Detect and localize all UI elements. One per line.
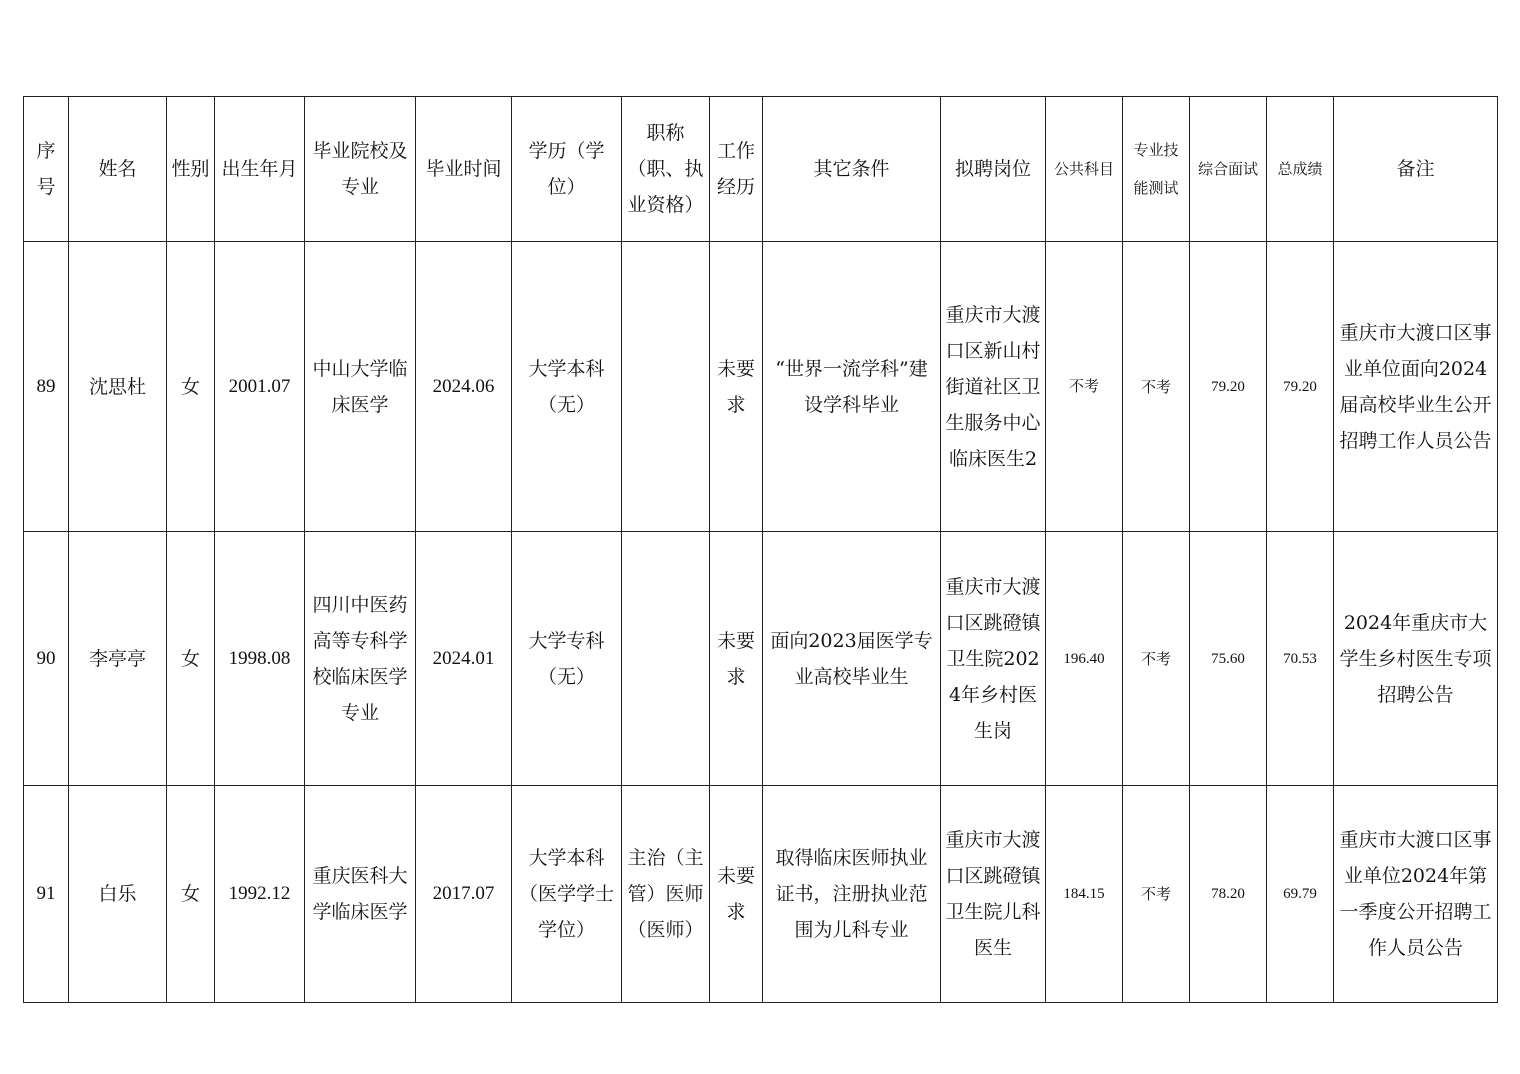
cell-seq: 91 — [24, 786, 69, 1003]
cell-gender: 女 — [167, 532, 215, 786]
table-row — [24, 532, 1498, 786]
cell-name: 沈思杜 — [69, 242, 167, 532]
cell-total: 70.53 — [1267, 532, 1334, 786]
table-row — [24, 786, 1498, 1003]
cell-other: “世界一流学科”建设学科毕业 — [763, 242, 941, 532]
cell-skill: 不考 — [1123, 786, 1190, 1003]
cell-seq: 90 — [24, 532, 69, 786]
cell-public: 184.15 — [1046, 786, 1123, 1003]
cell-school: 重庆医科大学临床医学 — [305, 786, 416, 1003]
header-grad-time: 毕业时间 — [416, 97, 512, 242]
cell-other: 面向2023届医学专业高校毕业生 — [763, 532, 941, 786]
cell-grad-time: 2024.06 — [416, 242, 512, 532]
header-birth: 出生年月 — [215, 97, 305, 242]
cell-title — [622, 532, 710, 786]
cell-remark: 重庆市大渡口区事业单位面向2024届高校毕业生公开招聘工作人员公告 — [1334, 242, 1498, 532]
cell-post: 重庆市大渡口区跳磴镇卫生院儿科医生 — [941, 786, 1046, 1003]
cell-interview: 78.20 — [1190, 786, 1267, 1003]
cell-total: 69.79 — [1267, 786, 1334, 1003]
cell-gender: 女 — [167, 786, 215, 1003]
cell-degree: 大学本科（医学学士学位） — [512, 786, 622, 1003]
cell-remark: 2024年重庆市大学生乡村医生专项招聘公告 — [1334, 532, 1498, 786]
cell-birth: 1998.08 — [215, 532, 305, 786]
cell-post: 重庆市大渡口区新山村街道社区卫生服务中心临床医生2 — [941, 242, 1046, 532]
cell-birth: 2001.07 — [215, 242, 305, 532]
cell-interview: 79.20 — [1190, 242, 1267, 532]
header-public: 公共科目 — [1046, 97, 1123, 242]
cell-total: 79.20 — [1267, 242, 1334, 532]
cell-birth: 1992.12 — [215, 786, 305, 1003]
cell-name: 李亭亭 — [69, 532, 167, 786]
header-gender: 性别 — [167, 97, 215, 242]
header-title: 职称（职、执业资格） — [622, 97, 710, 242]
header-interview: 综合面试 — [1190, 97, 1267, 242]
table-row — [24, 242, 1498, 532]
cell-public: 196.40 — [1046, 532, 1123, 786]
personnel-table — [23, 96, 1498, 1003]
cell-other: 取得临床医师执业证书，注册执业范围为儿科专业 — [763, 786, 941, 1003]
cell-skill: 不考 — [1123, 242, 1190, 532]
cell-work: 未要求 — [710, 786, 763, 1003]
cell-degree: 大学本科（无） — [512, 242, 622, 532]
cell-work: 未要求 — [710, 242, 763, 532]
cell-interview: 75.60 — [1190, 532, 1267, 786]
cell-school: 中山大学临床医学 — [305, 242, 416, 532]
cell-name: 白乐 — [69, 786, 167, 1003]
header-degree: 学历（学位） — [512, 97, 622, 242]
cell-seq: 89 — [24, 242, 69, 532]
cell-school: 四川中医药高等专科学校临床医学专业 — [305, 532, 416, 786]
cell-work: 未要求 — [710, 532, 763, 786]
cell-public: 不考 — [1046, 242, 1123, 532]
cell-grad-time: 2017.07 — [416, 786, 512, 1003]
cell-grad-time: 2024.01 — [416, 532, 512, 786]
header-name: 姓名 — [69, 97, 167, 242]
header-row — [24, 97, 1498, 242]
header-other: 其它条件 — [763, 97, 941, 242]
header-post: 拟聘岗位 — [941, 97, 1046, 242]
cell-title — [622, 242, 710, 532]
cell-skill: 不考 — [1123, 532, 1190, 786]
cell-post: 重庆市大渡口区跳磴镇卫生院2024年乡村医生岗 — [941, 532, 1046, 786]
header-skill: 专业技能测试 — [1123, 97, 1190, 242]
header-total: 总成绩 — [1267, 97, 1334, 242]
cell-title: 主治（主管）医师（医师） — [622, 786, 710, 1003]
cell-remark: 重庆市大渡口区事业单位2024年第一季度公开招聘工作人员公告 — [1334, 786, 1498, 1003]
header-work: 工作经历 — [710, 97, 763, 242]
header-remark: 备注 — [1334, 97, 1498, 242]
cell-degree: 大学专科（无） — [512, 532, 622, 786]
cell-gender: 女 — [167, 242, 215, 532]
header-school: 毕业院校及专业 — [305, 97, 416, 242]
header-seq: 序号 — [24, 97, 69, 242]
